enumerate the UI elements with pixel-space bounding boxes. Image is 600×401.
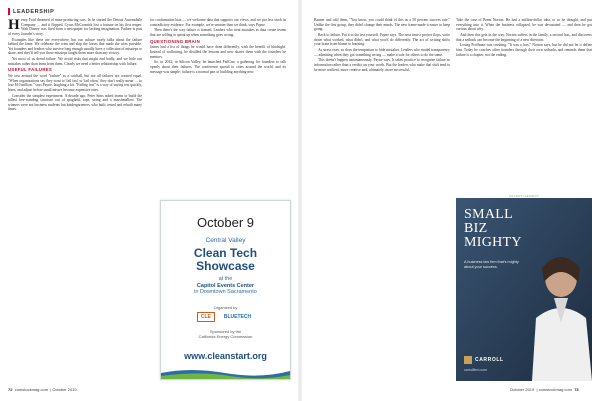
subhead-questioning-brain: QUESTIONING BRAIN (150, 38, 200, 44)
ad-organizer-logos (161, 312, 290, 322)
article-paragraph: Consider the simplest experiment. A decade ago, Peter Sims asked teams to build the tallest free-standing structure out of spaghetti, tape, string and a marshmallow. The winners were not business students but kindergarteners, who built, tested and rebuilt many times. (8, 93, 142, 112)
ad-venue-line: at the (218, 276, 233, 282)
ad-headline: SMALL BIZ MIGHTY (464, 207, 522, 250)
article-paragraph: Banner and told them, "You know, you could think of this as a 50 percent success rate." Unlike the first group, they didn't change their minds. The new frame made it easier to keep going. (314, 18, 450, 32)
footer-date: October 2019 (510, 387, 535, 392)
article-paragraph: James had a list of things he would have done differently, with the benefit of hindsight. Instead of wallowing, he distilled the lessons and now shares them with the founders he mentors. (150, 45, 286, 59)
ad-logo (464, 356, 504, 364)
section-accent-bar (8, 8, 10, 15)
ad-venue (161, 276, 290, 296)
bluetech-logo: BLUETECH (223, 314, 252, 320)
article-paragraph: And then this gets in the way. Norton suffers in the family, a second loss, and discovers that a setback can become the beginning of a new direction. (456, 32, 592, 42)
ad-event-date: October 9 (196, 215, 255, 230)
page-number: 72 (8, 387, 13, 392)
article-column-1 (8, 18, 142, 384)
ad-sponsor (161, 329, 290, 339)
subhead-useful-failures: USEFUL FAILURES (8, 67, 53, 73)
article-column-3 (314, 18, 450, 384)
article-paragraph: Yet most of us dread failure. We avoid risks that might end badly, and we hide our mistakes rather than learn from them. Clearly we need a better relationship with failure. (8, 57, 142, 66)
page-number: 73 (574, 387, 579, 392)
article-paragraph: Take the case of Brent Norton. He had a million-dollar idea, or so he thought, and put everything into it. When the business collapsed, he was devastated — and then he got curious about why. (456, 18, 592, 32)
ad-region: Central Valley (205, 237, 246, 244)
article-column-4 (456, 18, 592, 168)
article-paragraph: As stress rises, so does the temptation to hide mistakes. Leaders who model transparency — admitting when they got something wrong — make it safe for others to do the same. (314, 47, 450, 57)
drop-cap: H (8, 18, 20, 33)
article-paragraph: This doesn't happen instantaneously, Payne says. It takes practice to recognize failure as information rather than a verdict on your worth. But the leaders who make that shift tend to be more resilient, more creative and, ultimately, more successful. (314, 58, 450, 72)
article-paragraph: Losing Proffman was crushing. "It was a loss," Norton says, but he did not let it define him. Today he coaches other founders through their own setbacks and reminds them that failure is a chapter, not the ending. (456, 43, 592, 57)
ad-venue-name: Capitol Events Center (196, 282, 255, 289)
cle-logo: CLE (197, 312, 215, 322)
article-paragraph: So, in 2012, in Silicon Valley, he launched FailCon, a gathering for founders to talk openly about their failures. The conference spread to cities around the world, and its message was simple: failure is a normal part of building anything new. (150, 60, 286, 74)
paragraph-text: enry Ford dreamed of mass-producing cars. In he started the Detroit Automobile Company … and it flopped. Cyrus McCormick lost a fortune on his first reaper. Walt Disney was fired from a newspaper for lacking imagination. Failure is part of every founder's story. (8, 18, 142, 36)
ad-event-title (161, 247, 290, 273)
section-label (8, 8, 54, 15)
ad-title-line: Showcase (196, 259, 255, 273)
footer-site: comstockmag.com (538, 387, 572, 392)
article-paragraph: Examples like these are everywhere, but our culture rarely talks about the failure behind the fame. We celebrate the wins and skip the losses that made the wins possible. Yet founders and leaders who survive long enough usually have a collection of missteps to share, and they'll tell you those missteps taught them more than any victory. (8, 37, 142, 56)
article-paragraph: Back to failure. Put it to the test yourself, Payne says. The next time a project flops, write down what worked, what didn't, and what you'd do differently. The act of writing shifts your brain from blame to learning. (314, 32, 450, 47)
article-paragraph: for confirmation bias — we welcome data that supports our views, and we put less stock in contradictory evidence. For example, we're smarter than we think, says Payne. (150, 18, 286, 27)
ad-venue-line: in Downtown Sacramento (194, 289, 257, 295)
ad-url-link[interactable]: www.cleanstart.org (184, 351, 267, 361)
footer-site: comstockmag.com (14, 387, 49, 392)
ad-body-text: A business law firm that's mighty about your success. (464, 260, 519, 269)
footer-right: October 2019 | comstockmag.com 73 (510, 387, 579, 392)
page-gutter (298, 0, 302, 401)
article-column-2 (150, 18, 286, 196)
article-paragraph: We toss around the word "failure" as a catchall, but not all failures are created equal. "When organizations say they want to 'fail fast' or 'fail often,' they don't really mean … to lose $10 million," says Payne, laughing a bit. "Failing fast" is a way of saying test quickly, learn, and adjust before small misses become expensive ones. (8, 74, 142, 92)
small-biz-mighty-ad[interactable] (456, 198, 592, 381)
ad-sponsor-name: California Energy Commission (198, 334, 253, 339)
ad-label: ADVERTISEMENT (508, 194, 540, 198)
footer-left: 72 comstockmag.com | October 2019 (8, 387, 77, 392)
ad-wave-decoration (161, 365, 290, 380)
ad-url-link[interactable]: carrollfirm.com (464, 368, 487, 372)
ad-logo-text: CARROLL (475, 357, 504, 363)
section-title: LEADERSHIP (13, 8, 55, 15)
footer-date: October 2019 (52, 387, 77, 392)
ad-title-line: Clean Tech (193, 246, 258, 260)
ad-sponsored-by: Sponsored by the (209, 329, 242, 334)
clean-tech-showcase-ad[interactable] (160, 200, 291, 380)
ad-organized-by: Organized by (213, 305, 238, 310)
article-paragraph: Then there's the way failure is framed. Leaders who treat mistakes as data create teams that are willing to speak up when something goes wrong. (150, 28, 286, 37)
logo-mark-icon (464, 356, 472, 364)
article-paragraph (8, 18, 142, 36)
